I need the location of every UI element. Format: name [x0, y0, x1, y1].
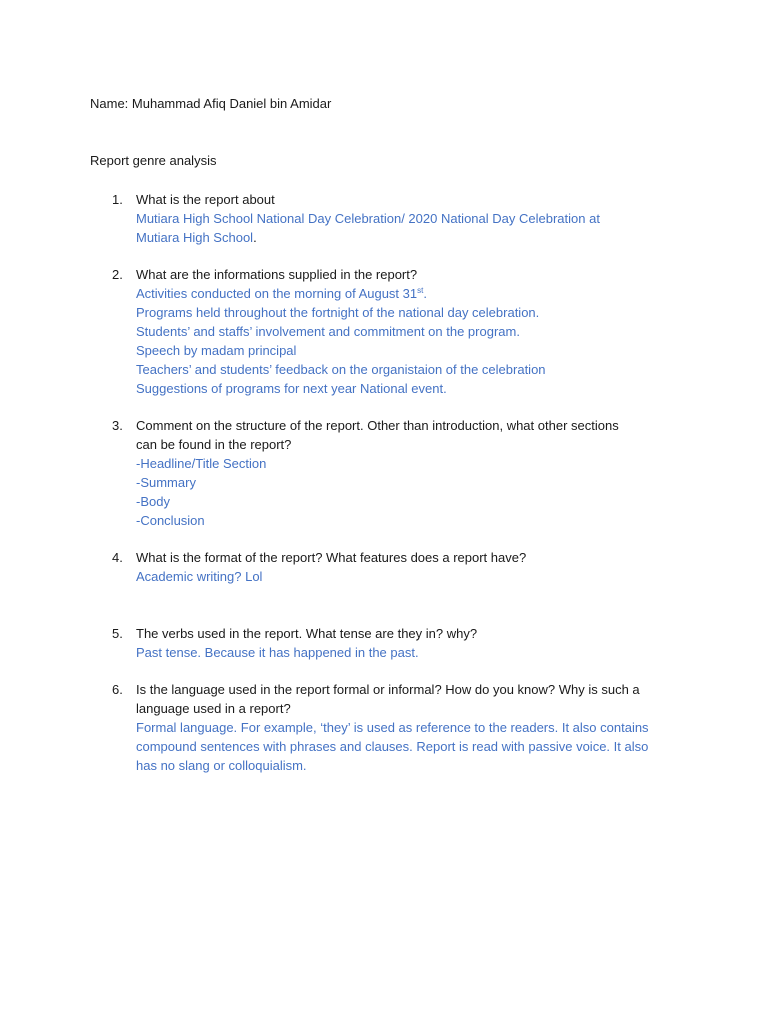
question-text: Comment on the structure of the report. Other than introduction, what other sections [136, 418, 619, 433]
question-number: 5. [112, 626, 123, 641]
question-number: 3. [112, 418, 123, 433]
answer-text: Activities conducted on the morning of August 31 [136, 286, 418, 301]
answer-line: -Headline/Title Section [136, 456, 267, 471]
question-item-2 [90, 265, 690, 398]
question-text: Is the language used in the report formal or informal? How do you know? Why is such a [136, 682, 640, 697]
answer-line: Programs held throughout the fortnight of the national day celebration. [136, 305, 540, 320]
question-item-6 [90, 680, 690, 775]
student-name: Name: Muhammad Afiq Daniel bin Amidar [90, 96, 332, 111]
answer-punctuation: . [253, 230, 257, 245]
answer-line: Past tense. Because it has happened in the past. [136, 645, 419, 660]
question-number: 6. [112, 682, 123, 697]
answer-line: Formal language. For example, ‘they’ is used as reference to the readers. It also contains [136, 720, 649, 735]
question-text: What is the report about [136, 192, 275, 207]
ordinal-superscript: st [417, 286, 424, 295]
answer-line: has no slang or colloquialism. [136, 758, 307, 773]
question-text: language used in a report? [136, 701, 291, 716]
answer-line: Students’ and staffs’ involvement and commitment on the program. [136, 324, 520, 339]
answer-line: Suggestions of programs for next year National event. [136, 381, 447, 396]
question-number: 2. [112, 267, 123, 282]
answer-text: Mutiara High School [136, 230, 254, 245]
question-text: What are the informations supplied in the report? [136, 267, 418, 282]
question-text: The verbs used in the report. What tense are they in? why? [136, 626, 478, 641]
question-item-4 [90, 548, 690, 586]
question-item-5 [90, 624, 690, 662]
answer-punctuation: . [423, 286, 427, 301]
question-list [90, 190, 690, 775]
question-item-3 [90, 416, 690, 530]
page-heading: Report genre analysis [90, 153, 217, 168]
question-text: What is the format of the report? What features does a report have? [136, 550, 527, 565]
answer-line: Mutiara High School National Day Celebration/ 2020 National Day Celebration at [136, 211, 600, 226]
question-text: can be found in the report? [136, 437, 292, 452]
answer-line: Academic writing? Lol [136, 569, 263, 584]
question-item-1 [90, 190, 690, 247]
answer-line [136, 284, 690, 303]
question-number: 4. [112, 550, 123, 565]
answer-line: Teachers’ and students’ feedback on the organistaion of the celebration [136, 362, 546, 377]
question-number: 1. [112, 192, 123, 207]
answer-line: -Summary [136, 475, 196, 490]
answer-line: compound sentences with phrases and clauses. Report is read with passive voice. It also [136, 739, 649, 754]
answer-line: -Body [136, 494, 170, 509]
answer-line: Speech by madam principal [136, 343, 297, 358]
answer-line: -Conclusion [136, 513, 205, 528]
answer-line [136, 228, 690, 247]
